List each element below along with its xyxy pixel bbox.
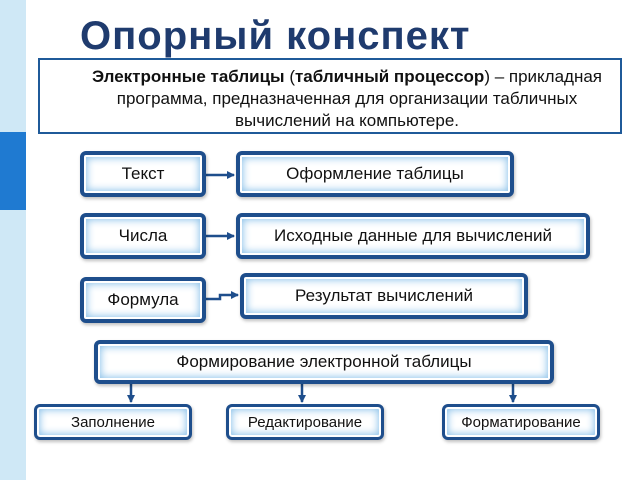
arrow-formula-to-result — [206, 295, 238, 299]
definition-open-paren: ( — [284, 67, 295, 86]
definition-term-alt: табличный процессор — [294, 67, 485, 86]
table-formatting-box: Оформление таблицы — [236, 151, 514, 197]
process-box: Формирование электронной таблицы — [94, 340, 554, 384]
source-data-box: Исходные данные для вычислений — [236, 213, 590, 259]
calculation-result-box: Результат вычислений — [240, 273, 528, 319]
definition-term: Электронные таблицы — [91, 67, 285, 86]
text-box: Текст — [80, 151, 206, 197]
formula-box: Формула — [80, 277, 206, 323]
numbers-box: Числа — [80, 213, 206, 259]
page-title: Опорный конспект — [80, 14, 471, 58]
step-fill-box: Заполнение — [34, 404, 192, 440]
step-format-box: Форматирование — [442, 404, 600, 440]
step-edit-box: Редактирование — [226, 404, 384, 440]
definition-text: ) – прикладная программа, предназначенная для организации табличных вычислений на компьютере. — [116, 67, 603, 130]
